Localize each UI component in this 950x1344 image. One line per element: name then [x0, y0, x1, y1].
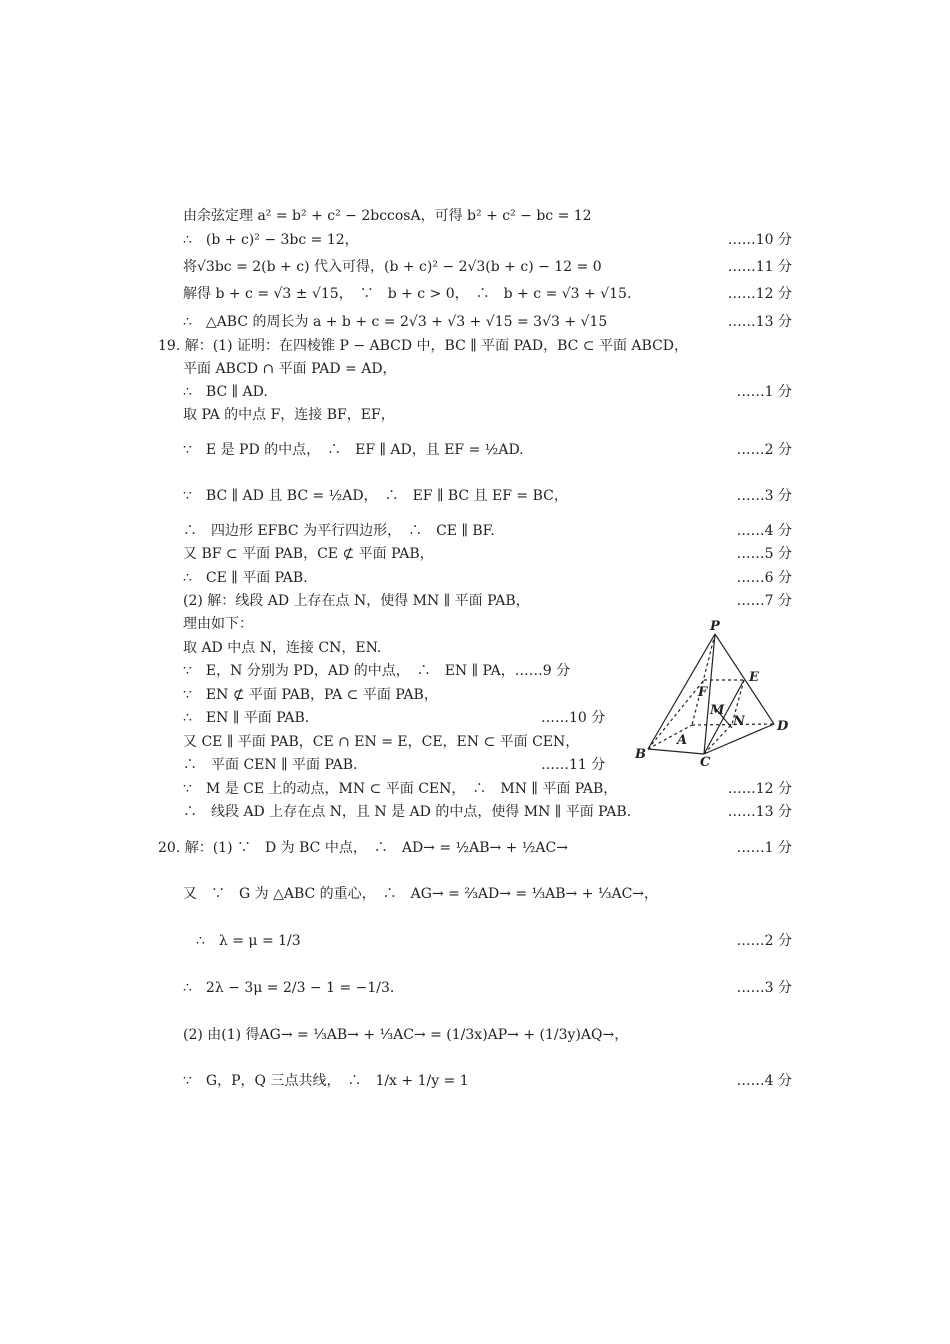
proof-line: 解得 b + c = √3 ± √15， ∵ b + c > 0， ∴ b + c = √3 + √15.	[183, 286, 632, 302]
label-a: A	[677, 733, 688, 748]
proof-line: 将√3bc = 2(b + c) 代入可得，(b + c)² − 2√3(b + c) − 12 = 0	[183, 259, 602, 275]
proof-line: ∴ 平面 CEN ∥ 平面 PAB.	[183, 757, 358, 773]
proof-line: 由余弦定理 a² = b² + c² − 2bccosA，可得 b² + c² − bc = 12	[183, 208, 592, 224]
proof-line: ∴ EN ∥ 平面 PAB.	[183, 710, 310, 726]
proof-line: ∴ 2λ − 3μ = 2/3 − 1 = −1/3.	[183, 980, 395, 996]
score-label: ……6 分	[736, 570, 792, 586]
proof-line: ∴ λ = μ = 1/3	[196, 933, 301, 949]
score-label: ……11 分	[727, 259, 792, 275]
proof-line: ∵ E 是 PD 的中点， ∴ EF ∥ AD，且 EF = ½AD.	[183, 442, 524, 458]
label-e: E	[749, 670, 759, 685]
score-label: ……4 分	[736, 1073, 792, 1089]
score-label: ……1 分	[736, 840, 792, 856]
score-label: ……13 分	[727, 314, 792, 330]
proof-line: ∴ CE ∥ 平面 PAB.	[183, 570, 308, 586]
proof-line: ∴ (b + c)² − 3bc = 12，	[183, 232, 359, 248]
label-f: F	[698, 685, 708, 700]
score-label: ……11 分	[541, 757, 606, 773]
proof-line: 又 ∵ G 为 △ABC 的重心， ∴ AG→ = ⅔AD→ = ⅓AB→ + ⅓AC→，	[183, 886, 659, 902]
score-label: ……4 分	[736, 523, 792, 539]
score-label: ……12 分	[727, 781, 792, 797]
proof-line: 又 BF ⊂ 平面 PAB，CE ⊄ 平面 PAB，	[183, 546, 434, 562]
pyramid-figure	[632, 618, 797, 768]
proof-line: 又 CE ∥ 平面 PAB，CE ∩ EN = E，CE，EN ⊂ 平面 CEN，	[183, 734, 580, 750]
score-label: ……2 分	[736, 442, 792, 458]
proof-line: 取 PA 的中点 F，连接 BF，EF，	[183, 407, 395, 423]
proof-line: (2) 由(1) 得AG→ = ⅓AB→ + ⅓AC→ = (1/3x)AP→ + (1/3y)AQ→，	[183, 1027, 629, 1043]
score-label: ……3 分	[736, 488, 792, 504]
score-label: ……7 分	[736, 593, 792, 609]
score-label: ……5 分	[736, 546, 792, 562]
label-m: M	[710, 703, 725, 718]
score-label: ……3 分	[736, 980, 792, 996]
score-label: ……2 分	[736, 933, 792, 949]
proof-line: 平面 ABCD ∩ 平面 PAD = AD，	[183, 361, 397, 377]
label-c: C	[700, 755, 711, 768]
edge-bc	[648, 749, 704, 754]
label-p: P	[710, 619, 720, 634]
problem-19-heading: 19. 解：(1) 证明：在四棱锥 P − ABCD 中，BC ∥ 平面 PAD，BC ⊂ 平面 ABCD，	[158, 338, 689, 354]
score-label: ……12 分	[727, 286, 792, 302]
proof-line: ∵ G，P，Q 三点共线， ∴ 1/x + 1/y = 1	[183, 1073, 469, 1089]
label-d: D	[777, 719, 789, 734]
score-label: ……13 分	[727, 804, 792, 820]
score-label: ……1 分	[736, 384, 792, 400]
proof-line: 取 AD 中点 N，连接 CN，EN.	[183, 640, 382, 656]
problem-20-heading: 20. 解：(1) ∵ D 为 BC 中点， ∴ AD→ = ½AB→ + ½AC→	[158, 840, 568, 856]
proof-line: ∵ EN ⊄ 平面 PAB，PA ⊂ 平面 PAB，	[183, 687, 438, 703]
score-label: ……10 分	[541, 710, 606, 726]
proof-line: ∴ BC ∥ AD.	[183, 384, 268, 400]
score-label: ……10 分	[727, 232, 792, 248]
label-b: B	[635, 747, 646, 762]
proof-line: 理由如下：	[183, 616, 253, 632]
segment-bf	[648, 680, 704, 749]
proof-line: (2) 解：线段 AD 上存在点 N，使得 MN ∥ 平面 PAB，	[183, 593, 530, 609]
proof-line: ∴ 线段 AD 上存在点 N，且 N 是 AD 的中点，使得 MN ∥ 平面 PAB.	[183, 804, 632, 820]
proof-line: ∴ 四边形 EFBC 为平行四边形， ∴ CE ∥ BF.	[183, 523, 495, 539]
proof-line: ∵ M 是 CE 上的动点，MN ⊂ 平面 CEN， ∴ MN ∥ 平面 PAB，	[183, 781, 618, 797]
proof-line: ∵ E，N 分别为 PD，AD 的中点， ∴ EN ∥ PA，……9 分	[183, 663, 571, 679]
label-n: N	[733, 714, 745, 729]
proof-line: ∵ BC ∥ AD 且 BC = ½AD， ∴ EF ∥ BC 且 EF = BC，	[183, 488, 568, 504]
proof-line: ∴ △ABC 的周长为 a + b + c = 2√3 + √3 + √15 = 3√3 + √15	[183, 314, 608, 330]
